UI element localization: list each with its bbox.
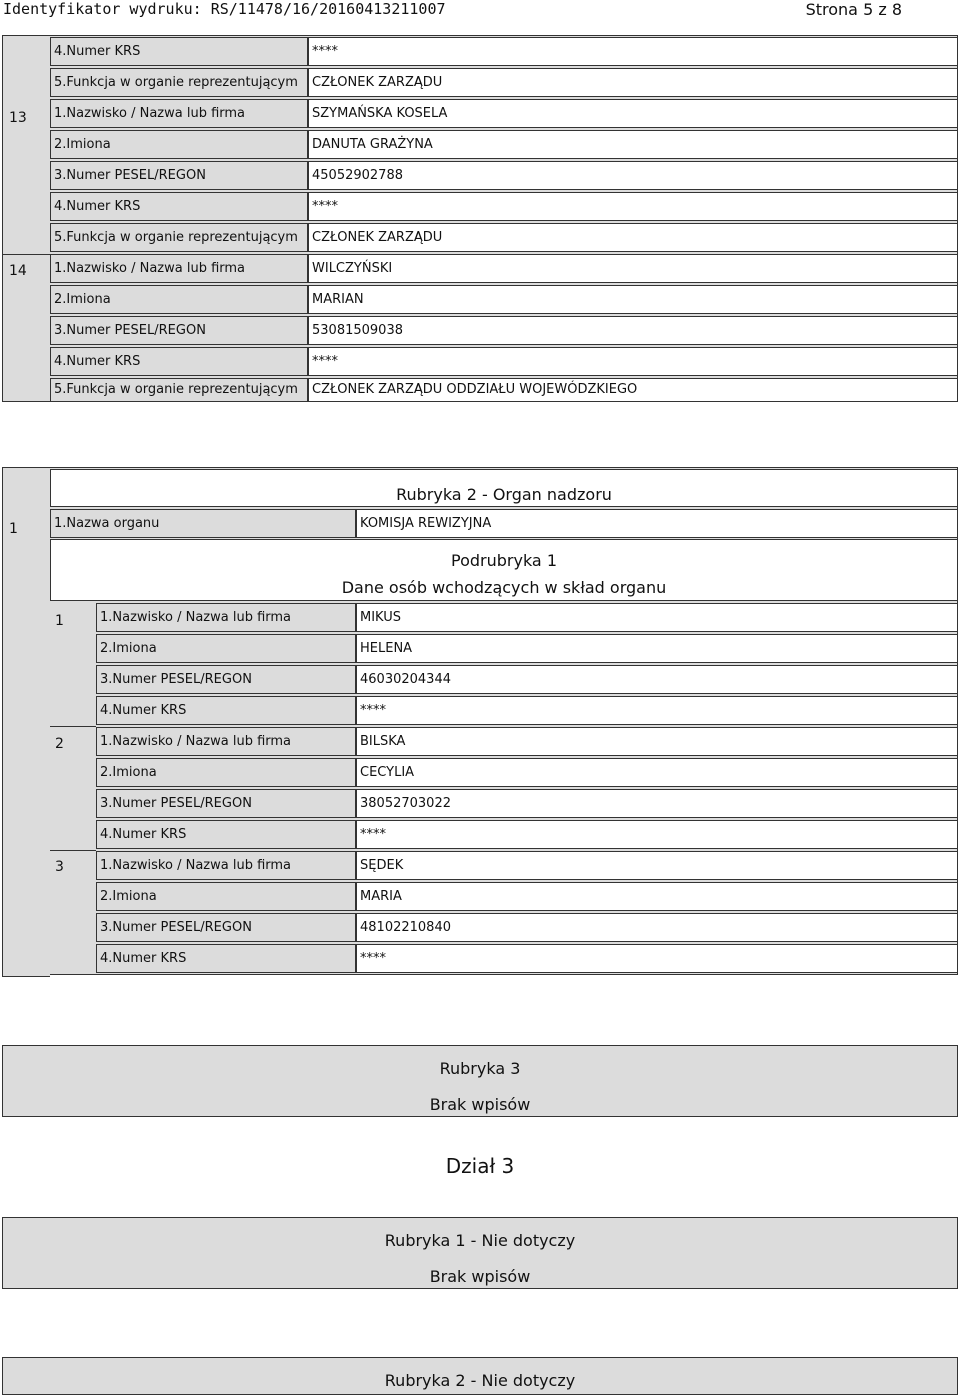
field-label: 3.Numer PESEL/REGON (50, 316, 308, 345)
section-body: Brak wpisów (429, 1267, 531, 1286)
field-label: 4.Numer KRS (50, 37, 308, 66)
dzial3-rubryka2-box (2, 1357, 958, 1395)
field-label: 1.Nazwisko / Nazwa lub firma (96, 727, 356, 756)
field-value: KOMISJA REWIZYJNA (356, 509, 958, 538)
table-row (3, 378, 957, 402)
entry-number: 14 (9, 263, 27, 279)
field-label: 1.Nazwa organu (50, 509, 356, 538)
field-value: BILSKA (356, 727, 958, 756)
supervisory-organ-table (2, 467, 958, 977)
field-label: 1.Nazwisko / Nazwa lub firma (96, 603, 356, 632)
field-value: MARIAN (308, 285, 958, 314)
field-value: WILCZYŃSKI (308, 254, 958, 283)
table-row (3, 882, 957, 912)
field-value: CZŁONEK ZARZĄDU (308, 223, 958, 252)
section-title: Rubryka 2 - Organ nadzoru (396, 485, 612, 504)
field-value: MARIA (356, 882, 958, 911)
field-label: 4.Numer KRS (50, 347, 308, 376)
table-row (3, 223, 957, 253)
member-number: 3 (55, 859, 64, 875)
table-row (3, 913, 957, 943)
table-row (3, 696, 957, 726)
field-label: 3.Numer PESEL/REGON (96, 913, 356, 942)
field-value: HELENA (356, 634, 958, 663)
division-title: Dział 3 (445, 1154, 515, 1178)
field-label: 2.Imiona (96, 758, 356, 787)
field-label: 4.Numer KRS (96, 944, 356, 973)
field-value: 53081509038 (308, 316, 958, 345)
table-row (3, 161, 957, 191)
table-row (3, 851, 957, 881)
field-label: 4.Numer KRS (96, 696, 356, 725)
field-value: CZŁONEK ZARZĄDU (308, 68, 958, 97)
member-number: 1 (55, 613, 64, 629)
field-label: 1.Nazwisko / Nazwa lub firma (96, 851, 356, 880)
field-label: 1.Nazwisko / Nazwa lub firma (50, 254, 308, 283)
table-row (3, 68, 957, 98)
field-value: **** (308, 347, 958, 376)
page-number: Strona 5 z 8 (805, 0, 902, 19)
field-value: DANUTA GRAŻYNA (308, 130, 958, 159)
field-label: 4.Numer KRS (96, 820, 356, 849)
field-value: **** (356, 944, 958, 973)
table-row (3, 316, 957, 346)
field-label: 2.Imiona (50, 285, 308, 314)
table-row (3, 727, 957, 757)
dzial3-rubryka1-box (2, 1217, 958, 1289)
table-row (3, 347, 957, 377)
field-label: 3.Numer PESEL/REGON (50, 161, 308, 190)
field-value: MIKUS (356, 603, 958, 632)
subsection-title-box (50, 539, 958, 601)
section-title: Rubryka 1 - Nie dotyczy (384, 1231, 576, 1250)
field-value: **** (356, 820, 958, 849)
field-label: 2.Imiona (50, 130, 308, 159)
field-label: 4.Numer KRS (50, 192, 308, 221)
rubryka3-box (2, 1045, 958, 1117)
member-number: 2 (55, 736, 64, 752)
subsection-subtitle: Dane osób wchodzących w skład organu (341, 578, 667, 597)
table-row (3, 285, 957, 315)
entry-number: 1 (9, 521, 18, 537)
field-label: 5.Funkcja w organie reprezentującym (50, 223, 308, 252)
field-value: 48102210840 (356, 913, 958, 942)
table-row (3, 634, 957, 664)
field-value: 46030204344 (356, 665, 958, 694)
table-row (3, 944, 957, 974)
field-value: **** (308, 37, 958, 66)
field-value: CZŁONEK ZARZĄDU ODDZIAŁU WOJEWÓDZKIEGO (308, 378, 958, 402)
field-label: 3.Numer PESEL/REGON (96, 665, 356, 694)
entry-number: 13 (9, 110, 27, 126)
section-title: Rubryka 2 - Nie dotyczy (384, 1371, 576, 1390)
section-body: Brak wpisów (429, 1095, 531, 1114)
field-value: 45052902788 (308, 161, 958, 190)
field-value: SĘDEK (356, 851, 958, 880)
field-value: CECYLIA (356, 758, 958, 787)
field-label: 2.Imiona (96, 634, 356, 663)
field-label: 3.Numer PESEL/REGON (96, 789, 356, 818)
field-label: 2.Imiona (96, 882, 356, 911)
subsection-title: Podrubryka 1 (451, 551, 557, 570)
table-row (3, 192, 957, 222)
section-title: Rubryka 3 (439, 1059, 521, 1078)
field-value: **** (308, 192, 958, 221)
field-label: 5.Funkcja w organie reprezentującym (50, 68, 308, 97)
section-title-box (50, 469, 958, 507)
table-row (3, 130, 957, 160)
print-identifier: Identyfikator wydruku: RS/11478/16/20160413211007 (3, 0, 446, 18)
field-value: SZYMAŃSKA KOSELA (308, 99, 958, 128)
table-row (3, 665, 957, 695)
table-row (3, 37, 957, 67)
field-value: 38052703022 (356, 789, 958, 818)
table-row (3, 758, 957, 788)
divider (50, 974, 958, 978)
representation-table (2, 35, 958, 402)
table-row (3, 99, 957, 129)
field-label: 1.Nazwisko / Nazwa lub firma (50, 99, 308, 128)
table-row (3, 820, 957, 850)
table-row (3, 254, 957, 284)
field-value: **** (356, 696, 958, 725)
field-label: 5.Funkcja w organie reprezentującym (50, 378, 308, 402)
table-row (3, 509, 957, 539)
table-row (3, 603, 957, 633)
table-row (3, 789, 957, 819)
